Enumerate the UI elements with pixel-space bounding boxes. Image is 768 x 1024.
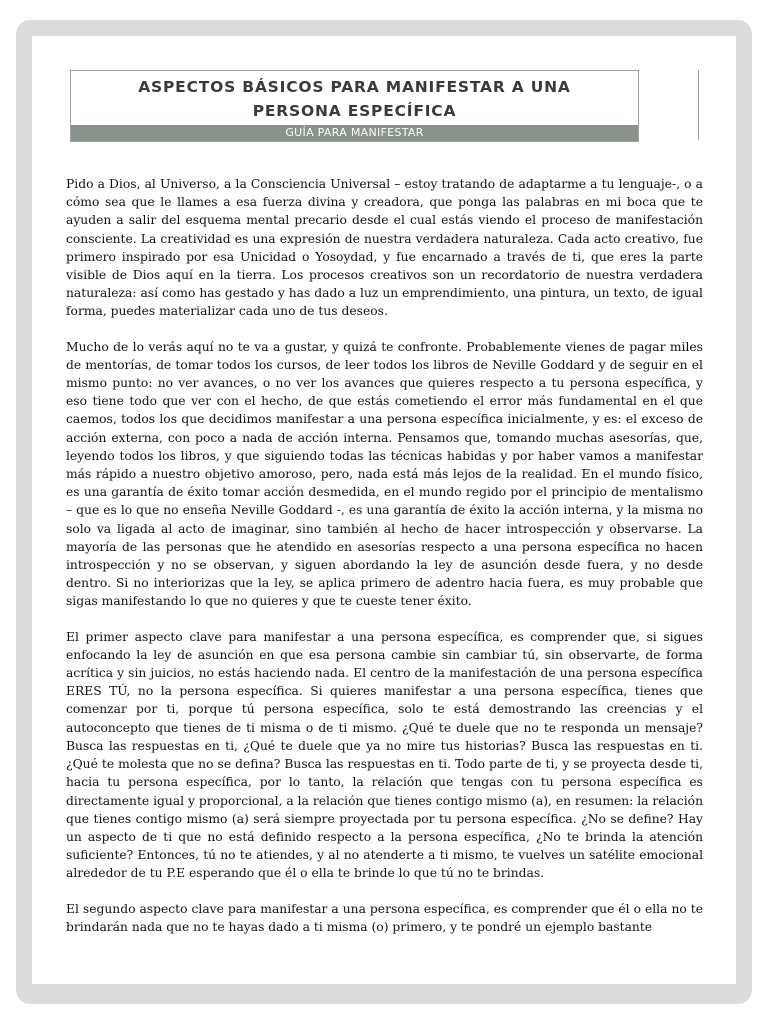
title-line-1: ASPECTOS BÁSICOS PARA MANIFESTAR A UNA (138, 78, 571, 96)
document-title (71, 75, 638, 123)
subtitle-bar: GUÍA PARA MANIFESTAR (71, 125, 638, 141)
paragraph-1: Pido a Dios, al Universo, a la Consciencia Universal – estoy tratando de adaptarme a tu lenguaje-, o a cómo sea que le llames a esa fuerza divina y creadora, que ponga las palabras en mi boca que te ayuden a salir del esquema mental precario desde el cual estás viendo el proceso de manifestación consciente. La creatividad es una expresión de nuestra verdadera naturaleza. Cada acto creativo, fue primero inspirado por esa Unicidad o Yosoydad, y fue encarnado a través de ti, que eres la parte visible de Dios aquí en la tierra. Los procesos creativos son un recordatorio de nuestra verdadera naturaleza: así como has gestado y has dado a luz un emprendimiento, una pintura, un texto, de igual forma, puedes materializar cada uno de tus deseos. (66, 177, 703, 319)
document-page (32, 36, 736, 984)
paragraph-2: Mucho de lo verás aquí no te va a gustar, y quizá te confronte. Probablemente vienes de pagar miles de mentorías, de tomar todos los cursos, de leer todos los libros de Neville Goddard y de seguir en el mismo punto: no ver avances, o no ver los avances que quieres respecto a tu persona específica, y eso tiene todo que ver con el hecho, de que estás cometiendo el error más fundamental en el que caemos, todos los que decidimos manifestar a una persona específica inicialmente, y es: el exceso de acción externa, con poco a nada de acción interna. Pensamos que, tomando muchas asesorías, que, leyendo todos los libros, y que siguiendo todas las técnicas habidas y por haber vamos a manifestar más rápido a nuestro objetivo amoroso, pero, nada está más lejos de la realidad. En el mundo físico, es una garantía de éxito tomar acción desmedida, en el mundo regido por el principio de mentalismo – que es lo que no enseña Neville Goddard -, es una garantía de éxito la acción interna, y la misma no solo va ligada al acto de imaginar, sino también al hecho de hacer introspección y observarse. La mayoría de las personas que he atendido en asesorías respecto a una persona específica no hacen introspección y no se observan, y siguen abordando la ley de asunción desde fuera, y no desde dentro. Si no interiorizas que la ley, se aplica primero de adentro hacia fuera, es muy probable que sigas manifestando lo que no quieres y que te cueste tener éxito. (66, 339, 703, 609)
title-box (70, 70, 639, 142)
paragraph-3: El primer aspecto clave para manifestar a una persona específica, es comprender que, si sigues enfocando la ley de asunción en que esa persona cambie sin cambiar tú, sin observarte, de forma acrítica y sin juicios, no estás haciendo nada. El centro de la manifestación de una persona específica ERES TÚ, no la persona específica. Si quieres manifestar a una persona específica, tienes que comenzar por ti, porque tú persona específica, solo te está demostrando las creencias y el autoconcepto que tienes de ti misma o de ti mismo. ¿Qué te duele que no te responda un mensaje? Busca las respuestas en ti, ¿Qué te duele que ya no mire tus historias? Busca las respuestas en ti. ¿Qué te molesta que no se defina? Busca las respuestas en ti. Todo parte de ti, y se proyecta desde ti, hacia tu persona específica, por lo tanto, la relación que tengas con tu persona específica es directamente igual y proporcional, a la relación que tienes contigo mismo (a), en resumen: la relación que tienes contigo mismo (a) será siempre proyectada por tu persona específica. ¿No se define? Hay un aspecto de ti que no está definido respecto a la persona específica, ¿No te brinda la atención suficiente? Entonces, tú no te atiendes, y al no atenderte a ti mismo, te vuelves un satélite emocional alrededor de tu P.E esperando que él o ella te brinde lo que tú no te brindas. (66, 629, 703, 881)
document-body (66, 175, 703, 953)
header-divider (698, 70, 699, 140)
title-line-2: PERSONA ESPECÍFICA (252, 102, 457, 120)
paragraph-4: El segundo aspecto clave para manifestar a una persona específica, es comprender que él o ella no te brindarán nada que no te hayas dado a ti misma (o) primero, y te pondré un ejemplo bastante (66, 901, 703, 934)
